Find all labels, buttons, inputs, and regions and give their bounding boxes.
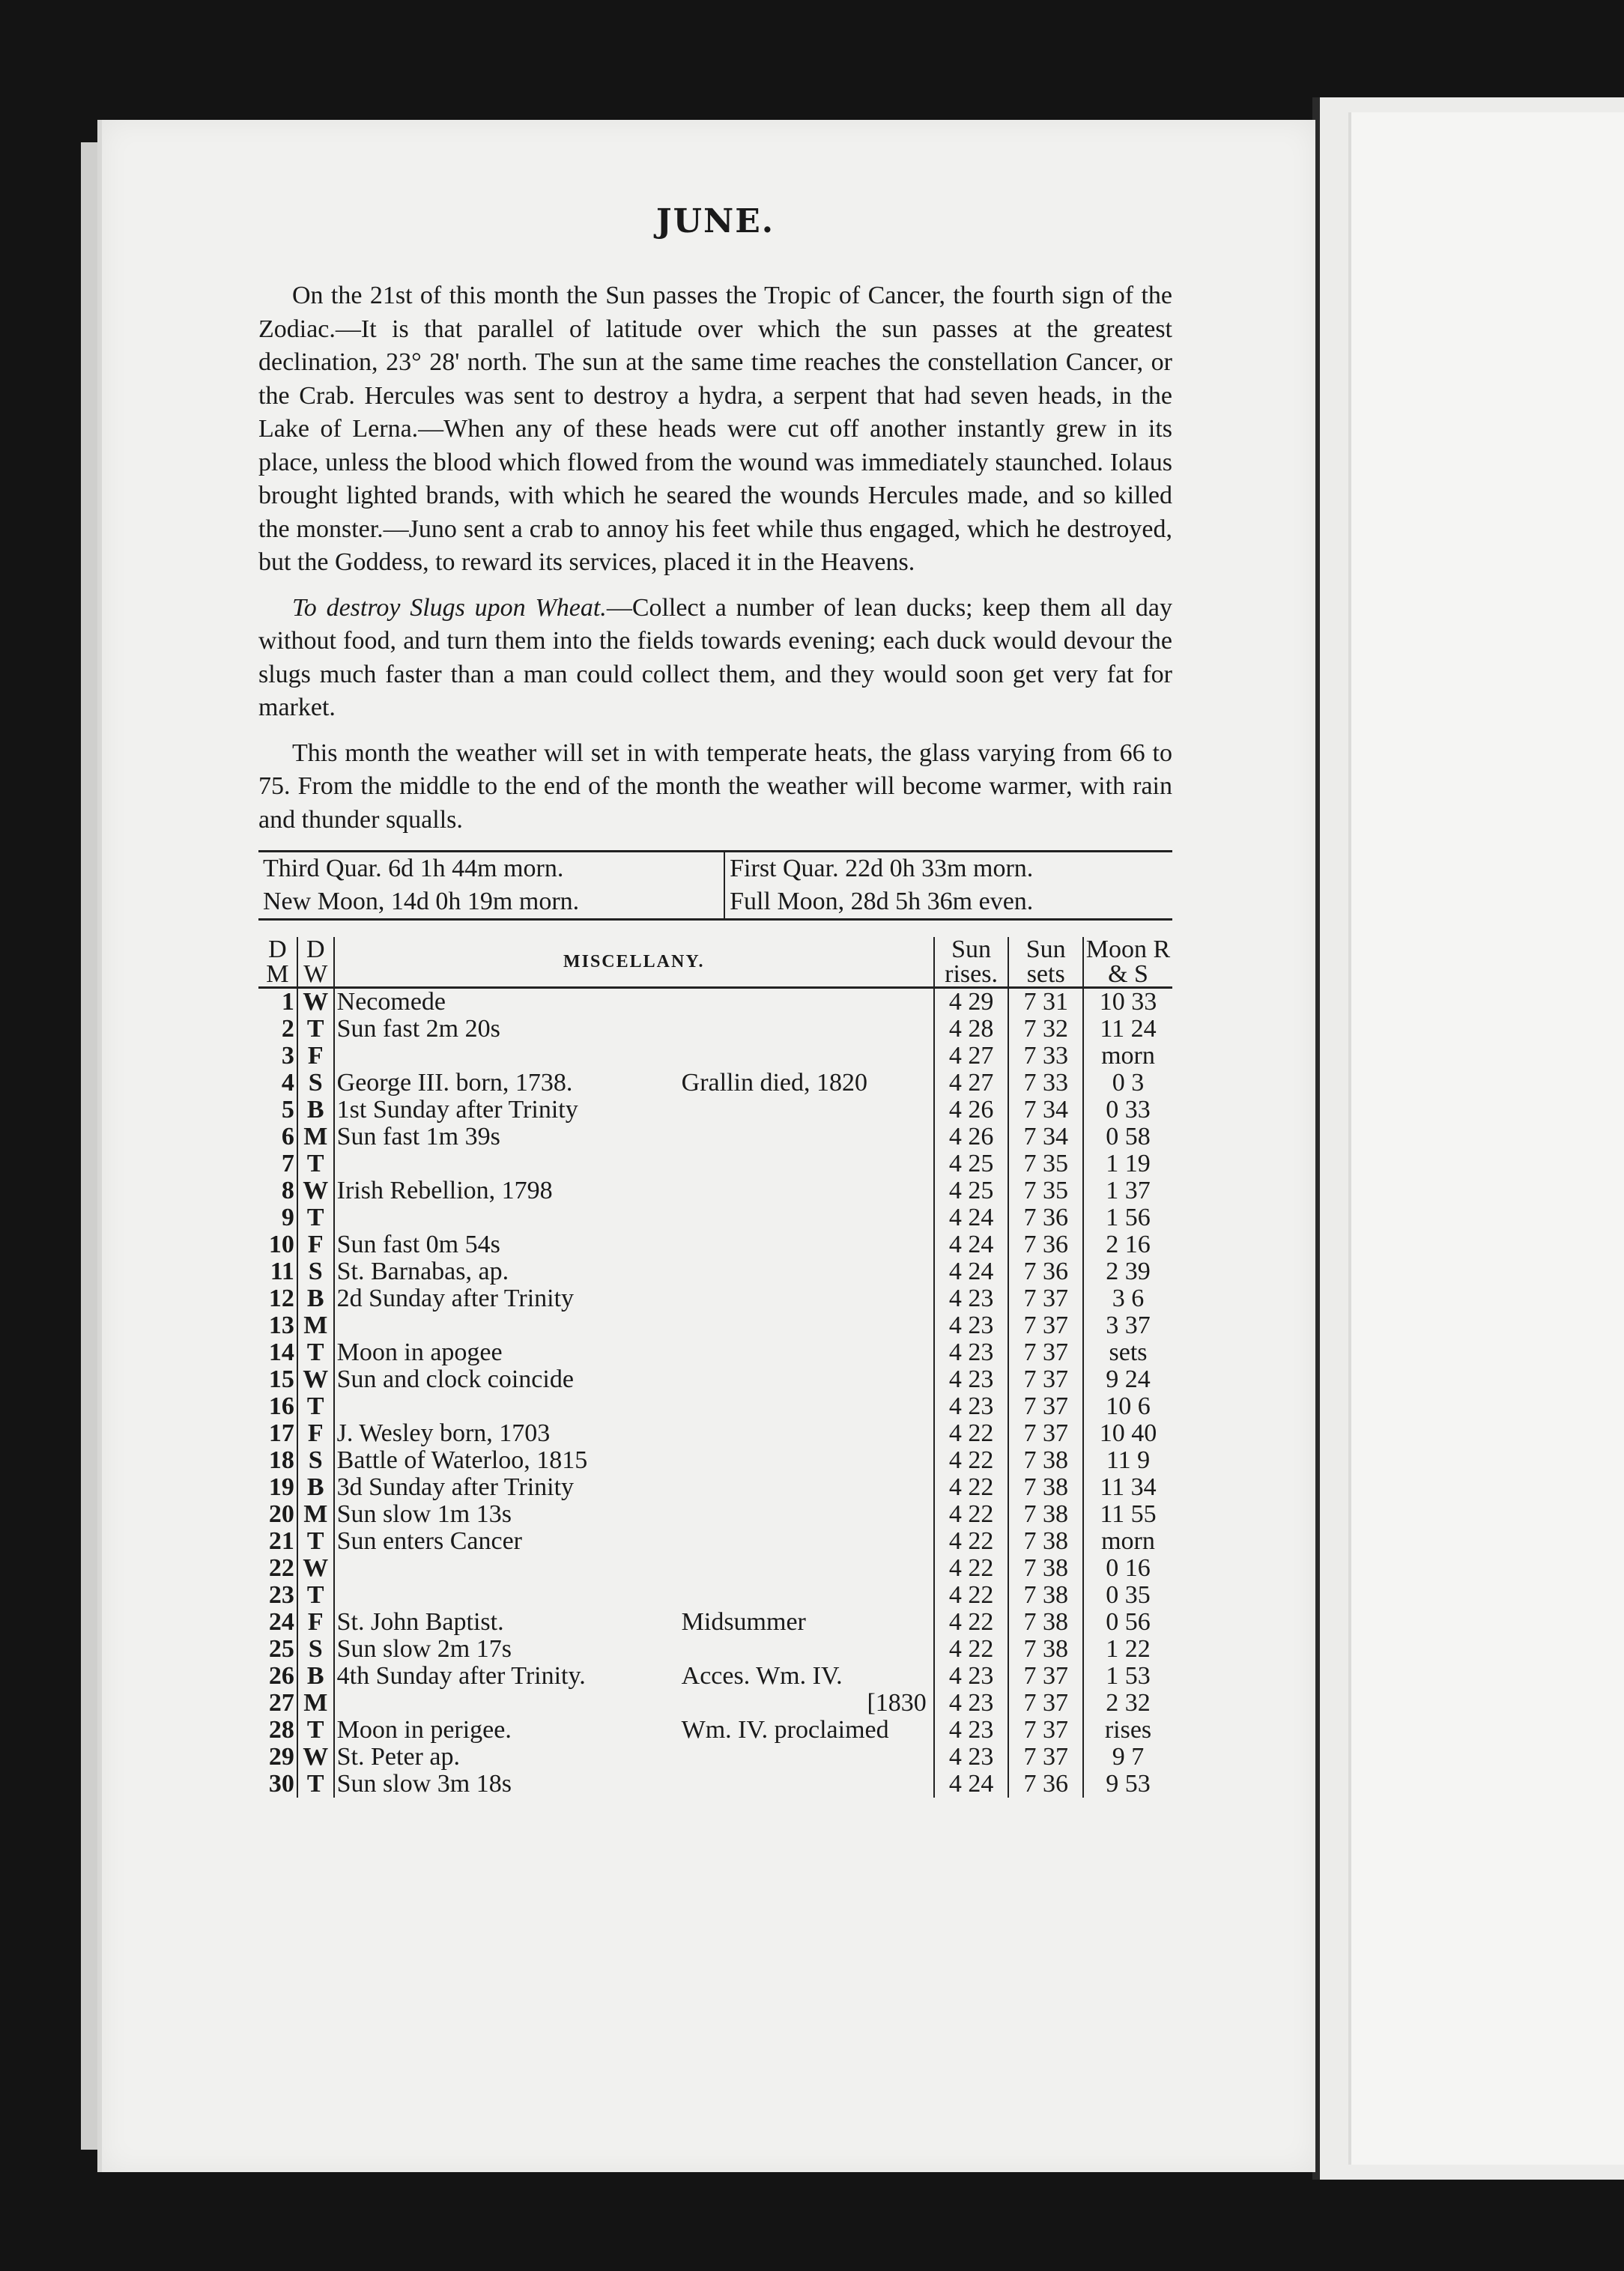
cell-moon: 9 7 <box>1112 1743 1145 1771</box>
calendar-row <box>258 1097 1172 1124</box>
cell-moon: rises <box>1104 1716 1152 1744</box>
paragraph-tropic-of-cancer: On the 21st of this month the Sun passes the Tropic of Cancer, the fourth sign of the Zodiac.—It is that parallel of latitude over which the sun passes at the greatest declination, 23° 28' north. The sun at the same time reaches the constellation Cancer, or the Crab. Hercules was sent to destroy a hydra, a serpent that had seven heads, in the Lake of Lerna.—When any of these heads were cut off another instantly grew in its place, unless the blood which flowed from the wound was immediately staunched. Iolaus brought lighted brands, with which he seared the wounds Hercules made, and so killed the monster.—Juno sent a crab to annoy his feet while thus engaged, which he destroyed, but the Goddess, to reward its services, placed it in the Heavens. <box>258 282 1172 576</box>
cell-sun-rises: 4 27 <box>934 1070 1009 1097</box>
cell-miscellany <box>334 1636 934 1663</box>
cell-day: 7 <box>258 1150 297 1177</box>
cell-weekday: B <box>297 1474 334 1501</box>
cell-day: 20 <box>258 1501 297 1528</box>
miscellany-primary: 2d Sunday after Trinity <box>336 1285 575 1312</box>
cell-miscellany <box>334 1285 934 1312</box>
miscellany-secondary <box>682 1177 931 1204</box>
cell-day: 15 <box>258 1366 297 1393</box>
cell-day: 22 <box>258 1555 297 1582</box>
phase-first-quarter: First Quar. 22d 0h 33m morn. <box>730 855 1034 882</box>
miscellany-secondary <box>682 1447 931 1474</box>
cell-sun-rises: 4 23 <box>934 1744 1009 1771</box>
cell-miscellany <box>334 1528 934 1555</box>
miscellany-secondary <box>682 1744 931 1771</box>
miscellany-secondary <box>682 1474 931 1501</box>
cell-miscellany <box>334 1339 934 1366</box>
miscellany-primary: Necomede <box>336 988 446 1016</box>
cell-sun-rises: 4 22 <box>934 1528 1009 1555</box>
calendar-row <box>258 1285 1172 1312</box>
cell-sun-rises: 4 26 <box>934 1124 1009 1150</box>
page-edge <box>81 142 97 2150</box>
miscellany-secondary <box>682 1366 931 1393</box>
calendar-row <box>258 1555 1172 1582</box>
calendar-table <box>258 937 1172 1798</box>
cell-miscellany <box>334 1420 934 1447</box>
cell-moon: 3 6 <box>1112 1285 1145 1312</box>
miscellany-primary: Sun fast 1m 39s <box>336 1123 500 1150</box>
calendar-row <box>258 1501 1172 1528</box>
cell-sun-sets: 7 37 <box>1008 1744 1083 1771</box>
cell-weekday: T <box>297 1771 334 1798</box>
miscellany-primary: 3d Sunday after Trinity <box>336 1473 575 1501</box>
cell-day: 26 <box>258 1663 297 1690</box>
cell-sun-sets: 7 36 <box>1008 1204 1083 1231</box>
cell-sun-sets: 7 36 <box>1008 1771 1083 1798</box>
cell-miscellany <box>334 988 934 1016</box>
cell-weekday: B <box>297 1097 334 1124</box>
cell-weekday: T <box>297 1528 334 1555</box>
cell-sun-sets: 7 37 <box>1008 1690 1083 1717</box>
page-content <box>258 202 1172 1798</box>
miscellany-secondary: Midsummer <box>681 1608 806 1636</box>
miscellany-secondary <box>682 1420 931 1447</box>
calendar-header-row <box>258 937 1172 988</box>
cell-weekday: M <box>297 1690 334 1717</box>
header-sun-sets: Sun sets <box>1008 937 1083 988</box>
paragraph-weather: This month the weather will set in with temperate heats, the glass varying from 66 to 75. From the middle to the end of the month the weather will become warmer, with rain and thunder squalls. <box>258 739 1172 834</box>
facing-page-sheet <box>1348 112 1624 2165</box>
header-day-of-week: D W <box>297 937 334 988</box>
cell-miscellany <box>334 1690 934 1717</box>
cell-sun-rises: 4 27 <box>934 1043 1009 1070</box>
cell-sun-sets: 7 36 <box>1008 1231 1083 1258</box>
calendar-row <box>258 1339 1172 1366</box>
calendar-row <box>258 1016 1172 1043</box>
cell-sun-rises: 4 22 <box>934 1420 1009 1447</box>
cell-day: 3 <box>258 1043 297 1070</box>
miscellany-primary: Moon in perigee. <box>336 1716 512 1744</box>
cell-moon: 10 33 <box>1099 988 1157 1016</box>
calendar-row <box>258 1447 1172 1474</box>
miscellany-primary: Battle of Waterloo, 1815 <box>336 1446 588 1474</box>
miscellany-primary: George III. born, 1738. <box>336 1069 573 1097</box>
cell-sun-sets: 7 37 <box>1008 1663 1083 1690</box>
cell-sun-rises: 4 23 <box>934 1312 1009 1339</box>
miscellany-primary: Sun fast 2m 20s <box>336 1015 500 1043</box>
cell-weekday: B <box>297 1663 334 1690</box>
cell-weekday: M <box>297 1312 334 1339</box>
miscellany-primary <box>337 1690 682 1717</box>
cell-weekday: S <box>297 1070 334 1097</box>
cell-miscellany <box>334 1258 934 1285</box>
cell-moon: 0 33 <box>1106 1096 1151 1124</box>
cell-miscellany <box>334 1043 934 1070</box>
cell-sun-rises: 4 24 <box>934 1204 1009 1231</box>
cell-moon: 2 39 <box>1106 1258 1151 1285</box>
cell-sun-rises: 4 24 <box>934 1258 1009 1285</box>
cell-sun-rises: 4 23 <box>934 1717 1009 1744</box>
paragraph-slugs-heading: To destroy Slugs upon Wheat. <box>292 593 607 622</box>
cell-sun-rises: 4 22 <box>934 1636 1009 1663</box>
cell-miscellany <box>334 1070 934 1097</box>
calendar-row <box>258 1420 1172 1447</box>
cell-sun-rises: 4 24 <box>934 1771 1009 1798</box>
cell-sun-rises: 4 26 <box>934 1097 1009 1124</box>
cell-sun-sets: 7 32 <box>1008 1016 1083 1043</box>
cell-moon: 0 16 <box>1106 1554 1151 1582</box>
miscellany-secondary <box>682 1097 931 1124</box>
cell-miscellany <box>334 1231 934 1258</box>
cell-day: 8 <box>258 1177 297 1204</box>
cell-sun-sets: 7 37 <box>1008 1420 1083 1447</box>
cell-weekday: T <box>297 1016 334 1043</box>
cell-miscellany <box>334 1016 934 1043</box>
cell-sun-rises: 4 22 <box>934 1447 1009 1474</box>
cell-sun-sets: 7 38 <box>1008 1528 1083 1555</box>
miscellany-primary: J. Wesley born, 1703 <box>336 1419 551 1447</box>
cell-sun-sets: 7 35 <box>1008 1177 1083 1204</box>
cell-day: 29 <box>258 1744 297 1771</box>
calendar-row <box>258 1690 1172 1717</box>
cell-sun-rises: 4 22 <box>934 1609 1009 1636</box>
cell-sun-sets: 7 37 <box>1008 1393 1083 1420</box>
cell-weekday: M <box>297 1501 334 1528</box>
miscellany-primary: Sun enters Cancer <box>336 1527 523 1555</box>
cell-moon: 10 40 <box>1099 1419 1157 1447</box>
miscellany-primary: Sun slow 2m 17s <box>336 1635 512 1663</box>
cell-day: 24 <box>258 1609 297 1636</box>
cell-miscellany <box>334 1204 934 1231</box>
phase-full-moon: Full Moon, 28d 5h 36m even. <box>730 888 1034 915</box>
cell-sun-sets: 7 37 <box>1008 1285 1083 1312</box>
cell-miscellany <box>334 1609 934 1636</box>
cell-weekday: W <box>297 1555 334 1582</box>
miscellany-secondary: [1830 <box>867 1689 927 1717</box>
cell-sun-sets: 7 33 <box>1008 1070 1083 1097</box>
calendar-row <box>258 1636 1172 1663</box>
calendar-row <box>258 1744 1172 1771</box>
cell-day: 6 <box>258 1124 297 1150</box>
cell-day: 9 <box>258 1204 297 1231</box>
cell-day: 11 <box>258 1258 297 1285</box>
calendar-row <box>258 1231 1172 1258</box>
cell-sun-sets: 7 31 <box>1008 988 1083 1016</box>
cell-day: 5 <box>258 1097 297 1124</box>
cell-sun-rises: 4 23 <box>934 1366 1009 1393</box>
miscellany-secondary: Grallin died, 1820 <box>681 1069 867 1097</box>
calendar-row <box>258 1717 1172 1744</box>
miscellany-secondary <box>682 1636 931 1663</box>
calendar-row <box>258 1258 1172 1285</box>
calendar-row <box>258 1070 1172 1097</box>
miscellany-primary: 4th Sunday after Trinity. <box>336 1662 586 1690</box>
paragraph-slugs <box>258 592 1172 725</box>
cell-day: 1 <box>258 988 297 1016</box>
cell-weekday: T <box>297 1204 334 1231</box>
cell-moon: 2 16 <box>1106 1231 1151 1258</box>
cell-weekday: T <box>297 1339 334 1366</box>
cell-sun-sets: 7 38 <box>1008 1555 1083 1582</box>
cell-miscellany <box>334 1366 934 1393</box>
cell-sun-sets: 7 38 <box>1008 1582 1083 1609</box>
cell-weekday: M <box>297 1124 334 1150</box>
cell-sun-rises: 4 22 <box>934 1474 1009 1501</box>
cell-moon: 1 19 <box>1106 1150 1151 1177</box>
miscellany-primary: Sun and clock coincide <box>336 1365 574 1393</box>
miscellany-secondary <box>682 1231 931 1258</box>
miscellany-primary: Sun slow 1m 13s <box>336 1500 512 1528</box>
cell-sun-rises: 4 25 <box>934 1150 1009 1177</box>
miscellany-secondary <box>682 1501 931 1528</box>
cell-moon: 3 37 <box>1106 1312 1151 1339</box>
cell-sun-sets: 7 37 <box>1008 1339 1083 1366</box>
calendar-body <box>258 988 1172 1798</box>
miscellany-secondary <box>682 1528 931 1555</box>
miscellany-primary: St. Peter ap. <box>336 1743 460 1771</box>
cell-weekday: T <box>297 1150 334 1177</box>
miscellany-secondary <box>682 989 931 1016</box>
miscellany-primary: St. John Baptist. <box>336 1608 504 1636</box>
cell-miscellany <box>334 1717 934 1744</box>
cell-miscellany <box>334 1150 934 1177</box>
header-day-of-month: D M <box>258 937 297 988</box>
cell-weekday: W <box>297 988 334 1016</box>
cell-miscellany <box>334 1124 934 1150</box>
cell-day: 2 <box>258 1016 297 1043</box>
cell-day: 16 <box>258 1393 297 1420</box>
cell-sun-sets: 7 37 <box>1008 1717 1083 1744</box>
miscellany-primary: Moon in apogee <box>336 1338 503 1366</box>
cell-day: 13 <box>258 1312 297 1339</box>
cell-moon: 0 35 <box>1106 1581 1151 1609</box>
cell-moon: 0 56 <box>1106 1608 1151 1636</box>
cell-weekday: T <box>297 1582 334 1609</box>
calendar-row <box>258 1528 1172 1555</box>
cell-moon: 1 37 <box>1106 1177 1151 1204</box>
miscellany-secondary <box>682 1258 931 1285</box>
cell-weekday: F <box>297 1043 334 1070</box>
phase-new-moon: New Moon, 14d 0h 19m morn. <box>258 885 724 920</box>
cell-weekday: F <box>297 1231 334 1258</box>
cell-miscellany <box>334 1312 934 1339</box>
miscellany-primary: 1st Sunday after Trinity <box>336 1096 578 1124</box>
calendar-row <box>258 1582 1172 1609</box>
cell-day: 12 <box>258 1285 297 1312</box>
cell-miscellany <box>334 1393 934 1420</box>
cell-moon: 2 32 <box>1106 1689 1151 1717</box>
paragraph-slugs-body: —Collect a number of lean ducks; keep them all day without food, and turn them into the fields towards evening; each duck would devour the slugs much faster than a man could collect them, and they would soon get very fat for market. <box>258 593 1173 721</box>
cell-moon: 0 58 <box>1106 1123 1151 1150</box>
cell-sun-rises: 4 22 <box>934 1555 1009 1582</box>
calendar-row <box>258 1043 1172 1070</box>
miscellany-secondary <box>682 1339 931 1366</box>
header-moon: Moon R & S <box>1083 937 1172 988</box>
miscellany-secondary: Wm. IV. proclaimed <box>681 1716 889 1744</box>
cell-day: 27 <box>258 1690 297 1717</box>
cell-day: 21 <box>258 1528 297 1555</box>
cell-sun-sets: 7 35 <box>1008 1150 1083 1177</box>
miscellany-primary: Sun slow 3m 18s <box>336 1770 512 1798</box>
cell-day: 17 <box>258 1420 297 1447</box>
cell-sun-sets: 7 33 <box>1008 1043 1083 1070</box>
cell-sun-rises: 4 23 <box>934 1393 1009 1420</box>
header-sun-rises: Sun rises. <box>934 937 1009 988</box>
calendar-row <box>258 1474 1172 1501</box>
cell-sun-sets: 7 36 <box>1008 1258 1083 1285</box>
cell-moon: 9 24 <box>1106 1365 1151 1393</box>
cell-day: 25 <box>258 1636 297 1663</box>
cell-weekday: W <box>297 1744 334 1771</box>
cell-miscellany <box>334 1771 934 1798</box>
cell-moon: 1 53 <box>1106 1662 1151 1690</box>
cell-moon: 9 53 <box>1106 1770 1151 1798</box>
calendar-row <box>258 1312 1172 1339</box>
cell-sun-rises: 4 24 <box>934 1231 1009 1258</box>
cell-sun-rises: 4 23 <box>934 1663 1009 1690</box>
cell-sun-rises: 4 22 <box>934 1501 1009 1528</box>
cell-day: 30 <box>258 1771 297 1798</box>
calendar-row <box>258 1663 1172 1690</box>
page-title: JUNE. <box>655 202 775 240</box>
cell-sun-rises: 4 25 <box>934 1177 1009 1204</box>
cell-sun-sets: 7 37 <box>1008 1366 1083 1393</box>
cell-miscellany <box>334 1582 934 1609</box>
cell-day: 19 <box>258 1474 297 1501</box>
cell-sun-rises: 4 23 <box>934 1690 1009 1717</box>
cell-weekday: B <box>297 1285 334 1312</box>
cell-moon: 11 9 <box>1106 1446 1151 1474</box>
cell-weekday: W <box>297 1366 334 1393</box>
calendar-row <box>258 1366 1172 1393</box>
cell-moon: 1 22 <box>1106 1635 1151 1663</box>
phase-third-quarter: Third Quar. 6d 1h 44m morn. <box>258 852 724 886</box>
cell-weekday: S <box>297 1447 334 1474</box>
cell-sun-rises: 4 22 <box>934 1582 1009 1609</box>
cell-moon: morn <box>1101 1042 1155 1070</box>
cell-sun-sets: 7 34 <box>1008 1124 1083 1150</box>
calendar-row <box>258 1204 1172 1231</box>
cell-sun-sets: 7 38 <box>1008 1636 1083 1663</box>
cell-moon: sets <box>1109 1338 1148 1366</box>
calendar-row <box>258 1393 1172 1420</box>
cell-sun-sets: 7 37 <box>1008 1312 1083 1339</box>
cell-weekday: S <box>297 1258 334 1285</box>
miscellany-secondary: Acces. Wm. IV. <box>681 1662 843 1690</box>
calendar-row <box>258 1177 1172 1204</box>
cell-day: 23 <box>258 1582 297 1609</box>
cell-weekday: F <box>297 1420 334 1447</box>
miscellany-secondary <box>682 1016 931 1043</box>
calendar-row <box>258 1124 1172 1150</box>
cell-sun-rises: 4 28 <box>934 1016 1009 1043</box>
cell-sun-sets: 7 38 <box>1008 1474 1083 1501</box>
cell-weekday: F <box>297 1609 334 1636</box>
calendar-row <box>258 1150 1172 1177</box>
cell-moon: morn <box>1101 1527 1155 1555</box>
miscellany-primary: Sun fast 0m 54s <box>336 1231 500 1258</box>
cell-miscellany <box>334 1447 934 1474</box>
miscellany-primary: St. Barnabas, ap. <box>336 1258 509 1285</box>
cell-moon: 11 34 <box>1100 1473 1157 1501</box>
miscellany-secondary <box>682 1771 931 1798</box>
cell-moon: 0 3 <box>1112 1069 1145 1097</box>
cell-miscellany <box>334 1474 934 1501</box>
cell-weekday: T <box>297 1393 334 1420</box>
cell-miscellany <box>334 1555 934 1582</box>
cell-miscellany <box>334 1501 934 1528</box>
cell-sun-sets: 7 38 <box>1008 1501 1083 1528</box>
cell-day: 28 <box>258 1717 297 1744</box>
calendar-row <box>258 1609 1172 1636</box>
moon-phases-table <box>258 850 1172 921</box>
calendar-row <box>258 988 1172 1016</box>
cell-miscellany <box>334 1097 934 1124</box>
cell-miscellany <box>334 1744 934 1771</box>
cell-weekday: W <box>297 1177 334 1204</box>
cell-miscellany <box>334 1177 934 1204</box>
cell-sun-rises: 4 29 <box>934 988 1009 1016</box>
miscellany-secondary <box>682 1285 931 1312</box>
cell-sun-rises: 4 23 <box>934 1339 1009 1366</box>
cell-weekday: T <box>297 1717 334 1744</box>
calendar-row <box>258 1771 1172 1798</box>
cell-day: 18 <box>258 1447 297 1474</box>
cell-sun-sets: 7 38 <box>1008 1447 1083 1474</box>
miscellany-secondary <box>682 1124 931 1150</box>
miscellany-primary: Irish Rebellion, 1798 <box>336 1177 553 1204</box>
cell-miscellany <box>334 1663 934 1690</box>
cell-sun-sets: 7 34 <box>1008 1097 1083 1124</box>
cell-sun-rises: 4 23 <box>934 1285 1009 1312</box>
cell-day: 14 <box>258 1339 297 1366</box>
cell-day: 4 <box>258 1070 297 1097</box>
cell-moon: 10 6 <box>1106 1392 1151 1420</box>
header-miscellany: MISCELLANY. <box>334 937 934 988</box>
cell-day: 10 <box>258 1231 297 1258</box>
cell-moon: 1 56 <box>1106 1204 1151 1231</box>
cell-weekday: S <box>297 1636 334 1663</box>
cell-moon: 11 24 <box>1100 1015 1157 1043</box>
cell-moon: 11 55 <box>1100 1500 1157 1528</box>
cell-sun-sets: 7 38 <box>1008 1609 1083 1636</box>
